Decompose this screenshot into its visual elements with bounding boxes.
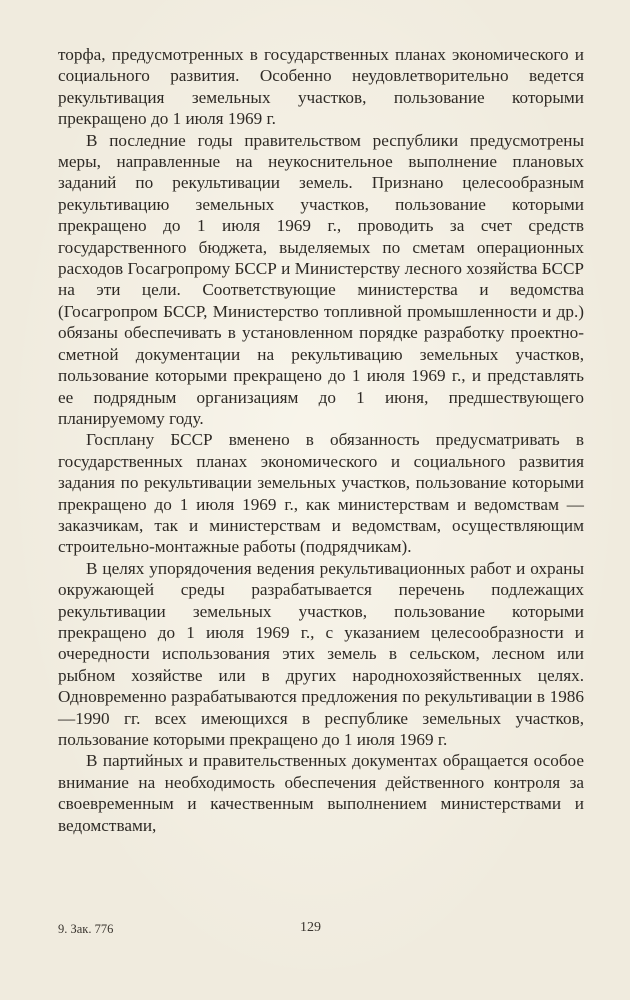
paragraph-continuation: торфа, предусмотренных в государственных планах экономического и социального развития. Особенно неудовлетворительно ведется рекультивация земельных участков, пользование которыми прекращено до 1 июля 1969 г. <box>58 45 584 129</box>
printer-signature: 9. Зак. 776 <box>58 922 114 936</box>
body-text <box>58 44 584 836</box>
paragraph-government-measures: В последние годы правительством республики предусмотрены меры, направленные на неукоснительное выполнение плановых заданий по рекультивации земель. Признано целесообразным рекультивацию земельных участков, пользование которыми прекращено до 1 июля 1969 г., проводить за счет средств государственного бюджета, выделяемых по сметам операционных расходов Госагропрому БССР и Министерству лесного хозяйства БССР на эти цели. Соответствующие министерства и ведомства (Госагропром БССР, Министерство топливной промышленности и др.) обязаны обеспечивать в установленном порядке разработку проектно-сметной документации на рекультивацию земельных участков, пользование которыми прекращено до 1 июля 1969 г., и представлять ее подрядным организациям до 1 июня, предшествующего планируемому году. <box>58 130 584 428</box>
paragraph-gosplan: Госплану БССР вменено в обязанность предусматривать в государственных планах экономического и социального развития задания по рекультивации земельных участков, пользование которыми прекращено до 1 июля 1969 г., как министерствам и ведомствам — заказчикам, так и министерствам и ведомствам, осуществляющим строительно-монтажные работы (подрядчикам). <box>58 430 584 557</box>
paragraph-party-documents: В партийных и правительственных документах обращается особое внимание на необходимость обеспечения действенного контроля за своевременным и качественным выполнением министерствами и ведомствами, <box>58 751 584 835</box>
page-number: 129 <box>300 920 321 935</box>
page-footer <box>0 920 630 940</box>
paragraph-recultivation-list: В целях упорядочения ведения рекультивационных работ и охраны окружающей среды разрабатывается перечень подлежащих рекультивации земельных участков, пользование которыми прекращено до 1 июля 1969 г., с указанием целесообразности и очередности использования этих земель в сельском, лесном или рыбном хозяйстве или в других народнохозяйственных целях. Одновременно разрабатываются предложения по рекультивации в 1986—1990 гг. всех имеющихся в республике земельных участков, пользование которыми прекращено до 1 июля 1969 г. <box>58 558 584 749</box>
